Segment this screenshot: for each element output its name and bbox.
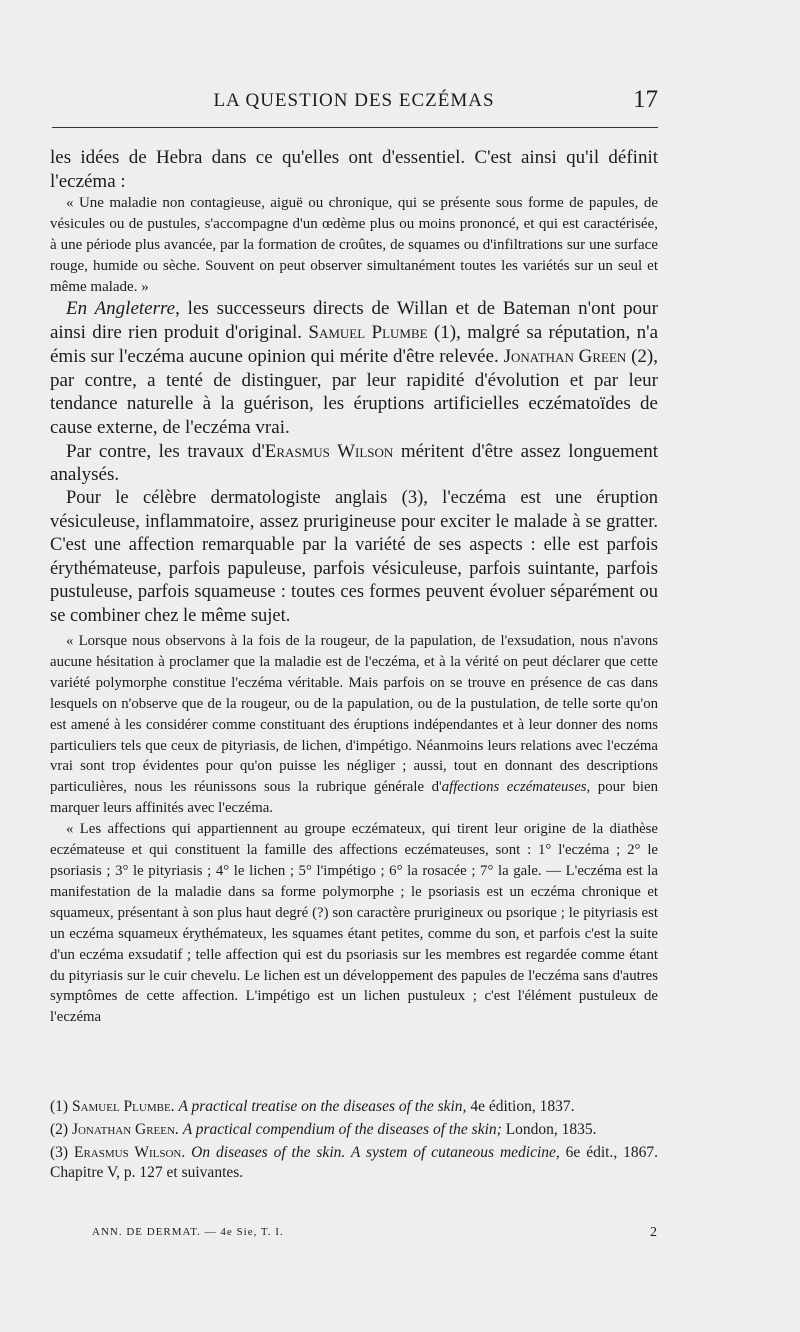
text-run: , les successeurs directs de Willan et de Bateman n'ont pour ainsi dire rien produit d'original. bbox=[50, 298, 659, 344]
text-run: méritent d'être assez longuement analysés. bbox=[50, 440, 658, 486]
footnote bbox=[50, 1120, 658, 1140]
author-name: Erasmus Wilson bbox=[264, 440, 394, 462]
footnote-number: (1) bbox=[50, 1098, 69, 1115]
footnote-number: (3) bbox=[50, 1144, 69, 1161]
printer-signature bbox=[92, 1226, 658, 1238]
text-run: (2), par contre, a tenté de distinguer, par leur rapidité d'évolution et par leur tendance naturelle à la guérison, les éruptions artificielles eczématoïdes de cause externe, de l'eczéma vrai. bbox=[50, 345, 659, 438]
footnote-title: A practical compendium of the diseases of the skin; bbox=[182, 1121, 502, 1138]
page-number: 17 bbox=[633, 86, 658, 113]
paragraph bbox=[50, 297, 658, 439]
paragraph: les idées de Hebra dans ce qu'elles ont d'essentiel. C'est ainsi qu'il définit l'eczéma : bbox=[50, 147, 658, 192]
italic-phrase: En Angleterre bbox=[66, 298, 176, 320]
text-run: Par contre, les travaux d' bbox=[66, 440, 265, 462]
author-name: Samuel Plumbe bbox=[308, 322, 428, 344]
text-run: « Lorsque nous observons à la fois de la rougeur, de la papulation, de l'exsudation, nous n'avons aucune hésitation à proclamer que la maladie est de l'eczéma, et à la vérité on peut déclarer que cette variété polymorphe constitue l'eczéma véritable. Mais parfois on se trouve en présence de cas dans lesquels on n'observe que de la rougeur, ou de la papulation, ou de la pustulation, de telle sorte qu'on est amené à les considérer comme constituant des éruptions indépendantes et à leur donner des noms particuliers tels que ceux de pityriasis, de lichen, d'impétigo. Néanmoins leurs relations avec l'eczéma vrai sont trop évidentes pour qu'on puisse les négliger ; aussi, tout en donnant des descriptions particulières, nous les réunissons sous la rubrique générale d' bbox=[50, 633, 658, 796]
footnote-title: On diseases of the skin. A system of cutaneous medicine, bbox=[191, 1144, 560, 1161]
footnote-author: Jonathan Green. bbox=[71, 1121, 179, 1138]
block-quote: « Une maladie non contagieuse, aiguë ou chronique, qui se présente sous forme de papules, de vésicules ou de pustules, s'accompagne d'un œdème plus ou moins prononcé, et qui est caractérisée, à une période plus avancée, par la formation de croûtes, de squames ou d'infiltrations sur une surface rouge, humide ou sèche. Souvent on peut observer simultanément toutes les variétés sur un seul et même malade. » bbox=[50, 195, 658, 295]
footnote-rest: 6e édit., 1867. Chapitre V, p. 127 et suivantes. bbox=[50, 1144, 659, 1181]
footnote-author: Erasmus Wilson. bbox=[74, 1144, 186, 1161]
body-text bbox=[50, 146, 658, 1028]
header-rule bbox=[52, 127, 658, 128]
author-name: Jonathan Green bbox=[503, 345, 627, 367]
footnote-author: Samuel Plumbe. bbox=[71, 1098, 175, 1115]
text-run: (1), malgré sa réputation, n'a émis sur l'eczéma aucune opinion qui mérite d'être relevée. bbox=[50, 322, 658, 367]
running-title: LA QUESTION DES ECZÉMAS bbox=[213, 90, 495, 111]
journal-signature: ANN. DE DERMAT. — 4e Sie, T. I. bbox=[92, 1226, 284, 1238]
paragraph: Pour le célèbre dermatologiste anglais (3), l'eczéma est une éruption vésiculeuse, inflammatoire, assez prurigineuse pour exciter le malade à se gratter. C'est une affection remarquable par la variété de ses aspects : elle est parfois érythémateuse, parfois papuleuse, parfois vésiculeuse, parfois suintante, parfois pustuleuse, parfois squameuse : toutes ces formes peuvent évoluer séparément ou se combiner chez le même sujet. bbox=[50, 488, 658, 626]
footnote-rest: London, 1835. bbox=[501, 1121, 597, 1138]
footnote-title: A practical treatise on the diseases of the skin, bbox=[178, 1098, 467, 1115]
block-quote bbox=[50, 631, 658, 819]
footnote bbox=[50, 1143, 658, 1183]
footnote bbox=[50, 1097, 658, 1117]
block-quote: « Les affections qui appartiennent au groupe eczémateux, qui tirent leur origine de la diathèse eczémateuse et qui constituent la famille des affections eczémateuses, sont : 1° l'eczéma ; 2° le psoriasis ; 3° le pityriasis ; 4° le lichen ; 5° l'impétigo ; 6° la rosacée ; 7° la gale. — L'eczéma est la manifestation de la maladie dans sa forme polymorphe ; le psoriasis est un eczéma chronique et squameux, présentant à son plus haut degré (?) son caractère prurigineux ou psorique ; le pityriasis est un eczéma squameux érythémateux, les squames étant petites, comme du son, et parfois c'est la suite d'un eczéma exsudatif ; telle affection qui est du psoriasis sur les membres est regardée comme étant du pityriasis sur le cuir chevelu. Le lichen est un développement des papules de l'eczéma sans d'autres symptômes de cette affection. L'impétigo est un lichen pustuleux ; c'est l'élément pustuleux de l'eczéma bbox=[50, 821, 658, 1026]
sheet-number: 2 bbox=[650, 1225, 658, 1240]
footnote-number: (2) bbox=[50, 1121, 69, 1138]
paragraph bbox=[50, 440, 658, 487]
text-run: , pour bien marquer leurs affinités avec l'eczéma. bbox=[50, 779, 658, 817]
running-header bbox=[50, 86, 658, 116]
italic-phrase: affections eczémateuses bbox=[441, 779, 587, 796]
footnotes bbox=[50, 1097, 658, 1186]
footnote-rest: 4e édition, 1837. bbox=[466, 1098, 575, 1115]
